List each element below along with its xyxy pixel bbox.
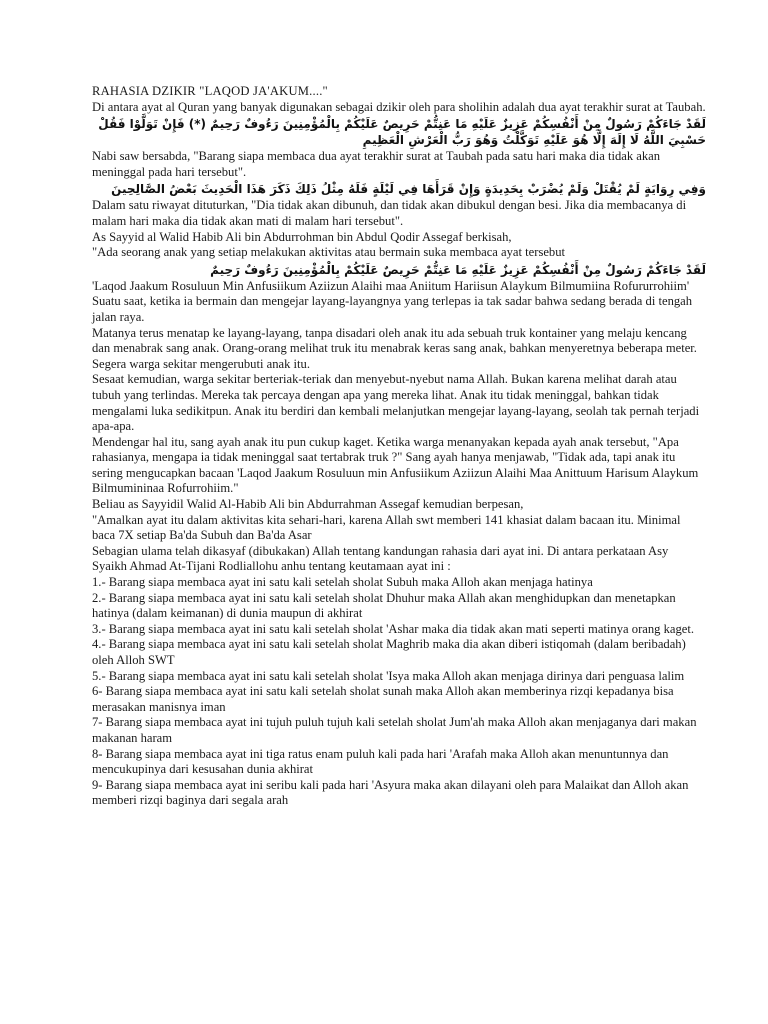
document-body	[92, 84, 706, 809]
arabic-verse-taubah: لَقَدْ جَاءَكُمْ رَسُولٌ مِنْ أَنْفُسِكُمْ عَزِيزٌ عَلَيْهِ مَا عَنِتُّمْ حَرِيصٌ عَلَيْكُمْ بِالْمُؤْمِنِينَ رَءُوفٌ رَحِيمٌ (*) فَإِنْ تَوَلَّوْا فَقُلْ حَسْبِيَ اللَّهُ لَا إِلَهَ إِلَّا هُوَ عَلَيْهِ تَوَكَّلْتُ وَهُوَ رَبُّ الْعَرْشِ الْعَظِيمِ	[98, 117, 706, 148]
arabic-verse-short: لَقَدْ جَاءَكُمْ رَسُولٌ مِنْ أَنْفُسِكُمْ عَزِيزٌ عَلَيْهِ مَا عَنِتُّمْ حَرِيصٌ عَلَيْكُمْ بِالْمُؤْمِنِينَ رَءُوفٌ رَحِيمٌ	[210, 262, 706, 277]
document-title: RAHASIA DZIKIR "LAQOD JA'AKUM...."	[92, 84, 328, 98]
list-item: 9- Barang siapa membaca ayat ini seribu kali pada hari 'Asyura maka akan dilayani oleh para Malaikat dan Alloh akan memberi rizqi baginya dari segala arah	[92, 777, 689, 808]
list-item: 4.- Barang siapa membaca ayat ini satu kali setelah sholat Maghrib maka dia akan diberi istiqomah (dalam beribadah) oleh Alloh SWT	[92, 637, 686, 667]
closing-quote: "Amalkan ayat itu dalam aktivitas kita sehari-hari, karena Allah swt memberi 141 khasiat dalam bacaan itu. Minimal baca 7X setiap Ba'da Subuh dan Ba'da Asar	[92, 512, 681, 543]
closing-intro: Beliau as Sayyidil Walid Al-Habib Ali bin Abdurrahman Assegaf kemudian berpesan,	[92, 497, 524, 512]
hadith-paragraph: Nabi saw bersabda, "Barang siapa membaca dua ayat terakhir surat at Taubah pada satu hari maka dia tidak akan meninggal pada hari tersebut".	[92, 149, 661, 179]
list-item: 5.- Barang siapa membaca ayat ini satu kali setelah sholat 'Isya maka Alloh akan menjaga dirinya dari penguasa lalim	[92, 668, 685, 683]
transliteration: 'Laqod Jaakum Rosuluun Min Anfusiikum Aziizun Alaihi maa Aniitum Hariisun Alaykum Bilmumiina Rofururrohiim'	[92, 278, 690, 293]
list-item: 1.- Barang siapa membaca ayat ini satu kali setelah sholat Subuh maka Alloh akan menjaga hatinya	[92, 575, 593, 590]
riwayat-paragraph: Dalam satu riwayat dituturkan, "Dia tidak akan dibunuh, dan tidak akan dibukul dengan besi. Jika dia membacanya di malam hari maka dia tidak akan mati di malam hari tersebut".	[92, 198, 687, 228]
list-item: 2.- Barang siapa membaca ayat ini satu kali setelah sholat Dhuhur maka Allah akan menghidupkan dan menetapkan hatinya (dalam keimanan) di dunia maupun di akhirat	[92, 590, 676, 621]
story-paragraph: Mendengar hal itu, sang ayah anak itu pun cukup kaget. Ketika warga menanyakan kepada ayah anak tersebut, "Apa rahasianya, mengapa ia tidak meninggal saat tertabrak truk ?" Sang ayah hanya menjawab, "Tidak ada, tapi anak itu sering mengucapkan bacaan 'Laqod Jaakum Rosuluun min Anfusiikum Aziizun Alaihi Maa Anittuum Harisum Alaykum Bilmumininaa Rofurrohiim."	[92, 434, 699, 496]
story-paragraph: Matanya terus menatap ke layang-layang, tanpa disadari oleh anak itu ada sebuah truk kontainer yang melaju kencang dan menabrak sang anak. Orang-orang melihat truk itu menabrak keras sang anak, bahkan menyeretnya beberapa meter. Segera warga sekitar mengerubuti anak itu.	[92, 325, 697, 371]
story-start: "Ada seorang anak yang setiap melakukan aktivitas atau bermain suka membaca ayat tersebut	[92, 245, 566, 260]
list-item: 6- Barang siapa membaca ayat ini satu kali setelah sholat sunah maka Alloh akan memberinya rizqi kepadanya bisa merasakan manisnya iman	[92, 684, 674, 714]
list-item: 3.- Barang siapa membaca ayat ini satu kali setelah sholat 'Ashar maka dia tidak akan mati seperti matinya orang kaget.	[92, 621, 695, 636]
story-paragraph: Suatu saat, ketika ia bermain dan mengejar layang-layangnya yang terlepas ia tak sadar bahwa sedang berada di tengah jalan raya.	[92, 294, 693, 324]
list-item: 7- Barang siapa membaca ayat ini tujuh puluh tujuh kali setelah sholat Jum'ah maka Alloh akan menjaganya dari makan makanan haram	[92, 715, 697, 745]
story-paragraph: Sesaat kemudian, warga sekitar berteriak-teriak dan menyebut-nyebut nama Allah. Bukan karena melihat darah atau tubuh yang terlindas. Mereka tak percaya dengan apa yang mereka lihat. Anak itu tidak meninggal, bahkan tidak mengalami luka sedikitpun. Anak itu berdiri dan kembali melanjutkan mengejar layang-layang, seolah tak pernah terjadi apa-apa.	[92, 372, 700, 434]
ulama-paragraph: Sebagian ulama telah dikasyaf (dibukakan) Allah tentang kandungan rahasia dari ayat ini. Di antara perkataan Asy Syaikh Ahmad At-Tijani Rodliallohu anhu tentang keutamaan ayat ini :	[92, 543, 669, 574]
list-item: 8- Barang siapa membaca ayat ini tiga ratus enam puluh kali pada hari 'Arafah maka Alloh akan menuntunnya dan mencukupinya dari kesusahan dunia akhirat	[92, 746, 669, 777]
intro-paragraph: Di antara ayat al Quran yang banyak digunakan sebagai dzikir oleh para sholihin adalah dua ayat terakhir surat at Taubah.	[92, 99, 706, 114]
arabic-riwayat: وَفِي رِوَايَةٍ لَمْ يُقْتَلْ وَلَمْ يُضْرَبْ بِحَدِيدَةٍ وَإِنْ قَرَأَهَا فِي لَيْلَةٍ فَلَهُ مِثْلُ ذَلِكَ ذَكَرَ هَذَا الْحَدِيثَ بَعْضُ الصَّالِحِينَ	[111, 182, 706, 197]
sayyid-intro: As Sayyid al Walid Habib Ali bin Abdurrohman bin Abdul Qodir Assegaf berkisah,	[92, 229, 512, 244]
